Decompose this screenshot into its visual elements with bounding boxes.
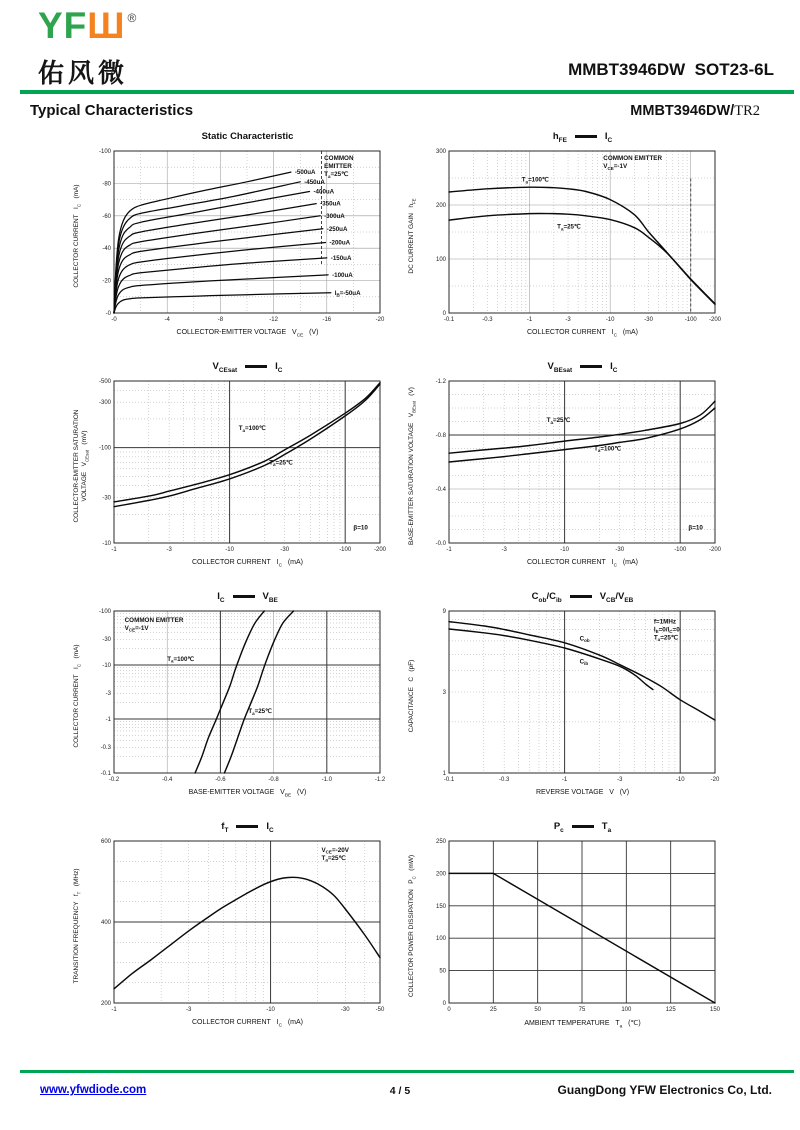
- svg-text:-0.3: -0.3: [100, 745, 111, 752]
- curve: [224, 611, 293, 773]
- svg-text:Cib: $C_{ib}$: [579, 658, 589, 666]
- svg-text:Ta=25℃: $T_a=25℃$: [269, 459, 293, 468]
- plot-area: [405, 603, 730, 793]
- svg-text:Ta=100℃: $T_a=100℃$: [238, 425, 266, 433]
- svg-text:f=1MHzIE=0/IC=0Ta=25℃: f=1MHz $I_E=0/I_C=0$ $T_a=25℃$: [653, 618, 680, 643]
- title-dash: [236, 825, 258, 828]
- charts-grid: [70, 130, 730, 1044]
- logo: [38, 5, 138, 90]
- svg-text:-1.2: -1.2: [374, 777, 386, 783]
- svg-text:-3: -3: [166, 547, 172, 553]
- svg-text:β=10: β=10: [688, 524, 703, 532]
- title-dash: [575, 135, 597, 138]
- svg-text:-0.2: -0.2: [108, 777, 120, 783]
- x-axis-label: COLLECTOR-EMITTER VOLTAGE $V_{CE}$ (V): [176, 329, 319, 339]
- y-axis-label: CAPACITANCE C (pF): [408, 659, 415, 733]
- svg-text:0: 0: [442, 1001, 446, 1007]
- svg-text:-10: -10: [102, 541, 111, 547]
- svg-text:-200: -200: [373, 547, 387, 553]
- svg-text:-1: -1: [105, 717, 111, 723]
- plot-area: [70, 373, 395, 563]
- svg-text:200: 200: [435, 871, 446, 878]
- x-axis-label: COLLECTOR CURRENT $I_C$ (mA): [526, 559, 639, 569]
- subheader: [0, 100, 800, 124]
- svg-text:-3: -3: [565, 317, 571, 323]
- logo-yfw: [38, 5, 138, 52]
- company-name: GuangDong YFW Electronics Co, Ltd.: [557, 1083, 772, 1097]
- svg-text:-350uA: -350uA: [320, 200, 341, 208]
- svg-text:-0.8: -0.8: [435, 433, 446, 439]
- title-dash: [245, 365, 267, 368]
- svg-text:Ta=25℃: $T_a=25℃$: [248, 708, 273, 716]
- svg-text:-100: -100: [339, 547, 352, 553]
- svg-text:-100: -100: [684, 317, 697, 323]
- svg-text:β=10: β=10: [353, 524, 368, 532]
- svg-text:-12: -12: [269, 317, 278, 323]
- svg-text:100: 100: [621, 1007, 632, 1013]
- svg-text:-10: -10: [225, 547, 234, 553]
- svg-text:-200: -200: [708, 317, 722, 323]
- chart-ic-vbe: [70, 590, 395, 814]
- svg-text:Ta=100℃: $T_a=100℃$: [167, 655, 195, 664]
- svg-text:-30: -30: [280, 547, 290, 553]
- chart-title: $I_C$ $V_{BE}$: [217, 591, 278, 604]
- svg-text:-100: -100: [98, 445, 111, 452]
- svg-text:-0.3: -0.3: [498, 777, 510, 783]
- svg-text:-0.0: -0.0: [435, 541, 446, 547]
- plot-area: [70, 143, 395, 333]
- curve: [114, 243, 326, 314]
- chart-vcesat-ic: [70, 360, 395, 584]
- plot-area: [70, 603, 395, 793]
- y-axis-label: COLLECTOR CURRENT $I_C$ (mA): [73, 184, 82, 288]
- svg-text:-30: -30: [340, 1007, 350, 1013]
- svg-text:-500uA: -500uA: [294, 169, 316, 177]
- svg-text:-50: -50: [375, 1007, 385, 1013]
- svg-text:-30: -30: [102, 495, 111, 502]
- footer: [0, 1082, 800, 1102]
- plot-area: [405, 833, 730, 1023]
- y-axis-label: TRANSITION FREQUENCY $f_T$ (MHz): [73, 868, 82, 984]
- x-axis-label: REVERSE VOLTAGE V (V): [535, 789, 630, 796]
- logo-chinese: 佑风微: [38, 58, 129, 88]
- svg-text:0: 0: [442, 311, 446, 317]
- part-title: MMBT3946DW SOT23-6L: [568, 60, 774, 79]
- svg-text:-30: -30: [644, 317, 653, 323]
- svg-text:-200: -200: [708, 547, 722, 553]
- svg-text:-500: -500: [98, 379, 111, 385]
- svg-text:75: 75: [578, 1007, 586, 1013]
- chart-vbesat-ic: [405, 360, 730, 584]
- curve: [114, 877, 380, 988]
- svg-text:-0.1: -0.1: [100, 771, 111, 777]
- svg-text:200: 200: [435, 203, 446, 209]
- svg-text:100: 100: [435, 257, 446, 263]
- svg-text:COMMONEMITTERTa=25℃: COMMON EMITTER $T_a=25℃$: [324, 155, 354, 179]
- logo-w-glyph: Ш: [87, 5, 126, 46]
- svg-text:-0: -0: [105, 311, 111, 317]
- svg-text:-100: -100: [674, 547, 687, 553]
- svg-text:-150uA: -150uA: [330, 254, 352, 262]
- chart-title: $h_{FE}$ $I_C$: [552, 131, 613, 144]
- svg-text:-16: -16: [322, 317, 332, 323]
- svg-text:-20: -20: [710, 777, 720, 783]
- svg-text:-100: -100: [98, 609, 111, 615]
- plot-svg: [405, 143, 730, 333]
- svg-text:-1: -1: [561, 777, 568, 783]
- svg-text:300: 300: [435, 149, 446, 155]
- svg-text:-200uA: -200uA: [329, 239, 351, 247]
- svg-text:-10: -10: [605, 317, 615, 323]
- plot-svg: [70, 833, 395, 1023]
- svg-text:125: 125: [665, 1007, 676, 1013]
- chart-title: $V_{BEsat}$ $I_C$: [547, 361, 618, 374]
- svg-text:-40: -40: [102, 246, 111, 253]
- svg-text:-0.1: -0.1: [443, 777, 455, 783]
- svg-text:-1.0: -1.0: [321, 777, 332, 783]
- curve: [449, 629, 653, 690]
- svg-text:-0.4: -0.4: [162, 777, 173, 783]
- svg-text:0: 0: [447, 1007, 451, 1013]
- x-axis-label: COLLECTOR CURRENT $I_C$ (mA): [191, 559, 304, 569]
- svg-text:COMMON EMITTERVCE=-1V: COMMON EMITTER $V_{CE}=-1V$: [603, 155, 663, 171]
- svg-text:-60: -60: [102, 213, 111, 220]
- svg-text:-80: -80: [102, 181, 111, 188]
- part-number: MMBT3946DW/: [630, 103, 735, 119]
- plot-area: [405, 143, 730, 333]
- svg-text:VCE=-20VTa=25℃: $V_{CE}=-20V$ $T_a=25℃$: [321, 846, 349, 863]
- plot-area: [405, 373, 730, 563]
- chart-hfe-ic: [405, 130, 730, 354]
- chart-title: Static Characteristic: [201, 131, 294, 142]
- part-suffix: TR2: [734, 103, 760, 119]
- svg-text:-4: -4: [164, 317, 170, 323]
- y-axis-label: DC CURRENT GAIN $h_{FE}$: [408, 198, 417, 274]
- svg-text:-0.1: -0.1: [443, 317, 455, 323]
- plot-area: [70, 833, 395, 1023]
- logo-yf-text: YF: [38, 5, 88, 46]
- svg-text:Ta=25℃: $T_a=25℃$: [557, 223, 581, 232]
- svg-text:200: 200: [100, 1001, 111, 1007]
- svg-text:-250uA: -250uA: [326, 225, 348, 233]
- svg-text:-20: -20: [375, 317, 385, 323]
- svg-text:Cob: $C_{ob}$: [579, 635, 590, 644]
- svg-text:400: 400: [100, 920, 111, 926]
- svg-text:-0.6: -0.6: [215, 777, 226, 783]
- chart-title: $V_{CEsat}$ $I_C$: [212, 361, 283, 374]
- chart-pc-ta: [405, 820, 730, 1044]
- svg-text:-30: -30: [615, 547, 625, 553]
- svg-text:-10: -10: [560, 547, 569, 553]
- svg-text:50: 50: [534, 1007, 542, 1013]
- header-rule: [20, 90, 794, 94]
- svg-text:-0: -0: [111, 317, 117, 323]
- y-axis-label: COLLECTOR CURRENT $I_C$ (mA): [73, 644, 82, 748]
- y-axis-label: COLLECTOR POWER DISSIPATION $P_C$ (mW): [408, 854, 417, 998]
- curve: [449, 213, 715, 303]
- svg-text:-10: -10: [266, 1007, 275, 1013]
- chart-cob-cib-voltage: [405, 590, 730, 814]
- svg-text:-8: -8: [217, 317, 224, 323]
- svg-text:-3: -3: [617, 777, 623, 783]
- chart-title: $P_c$ $T_a$: [553, 821, 612, 834]
- y-axis-label: BASE-EMITTER SATURATION VOLTAGE $V_{BEsat}$ (V): [408, 387, 417, 545]
- svg-text:-1: -1: [111, 1007, 117, 1013]
- chart-title: $C_{ob}/C_{ib}$ $V_{CB}/V_{EB}$: [531, 591, 634, 604]
- svg-text:25: 25: [489, 1007, 497, 1013]
- chart-ft-ic: [70, 820, 395, 1044]
- svg-text:COMMON EMITTERVCE=-1V: COMMON EMITTER $V_{CE}=-1V$: [124, 616, 184, 633]
- svg-text:-300uA: -300uA: [324, 212, 345, 220]
- x-axis-label: BASE-EMITTER VOLTAGE $V_{BE}$ (V): [188, 789, 307, 799]
- page-number: 4 / 5: [389, 1085, 411, 1097]
- y-axis-label: COLLECTOR-EMITTER SATURATION VOLTAGE $V_{CEsat}$ (mV): [73, 409, 90, 523]
- registered-mark-icon: ®: [127, 11, 138, 25]
- svg-text:100: 100: [435, 936, 446, 943]
- title-dash: [580, 365, 602, 368]
- plot-svg: [405, 373, 730, 563]
- curve: [114, 383, 380, 502]
- plot-svg: [405, 603, 730, 793]
- svg-text:Ta=100℃: $T_a=100℃$: [521, 176, 549, 185]
- plot-svg: [70, 373, 395, 563]
- svg-text:-10: -10: [675, 777, 685, 783]
- svg-text:3: 3: [442, 690, 446, 696]
- plot-svg: [70, 603, 395, 793]
- plot-svg: [70, 143, 395, 333]
- svg-text:50: 50: [439, 968, 446, 975]
- svg-text:-3: -3: [105, 691, 111, 698]
- svg-text:9: 9: [442, 609, 446, 615]
- svg-text:1: 1: [442, 771, 446, 777]
- svg-text:-3: -3: [186, 1007, 192, 1013]
- chart-static-characteristic: [70, 130, 395, 354]
- curve: [195, 611, 264, 773]
- svg-text:-100uA: -100uA: [332, 271, 353, 279]
- svg-text:150: 150: [435, 903, 446, 910]
- svg-text:Ta=100℃: $T_a=100℃$: [594, 445, 622, 454]
- x-axis-label: AMBIENT TEMPERATURE $T_a$ (℃): [524, 1020, 641, 1030]
- svg-text:-1.2: -1.2: [435, 379, 446, 385]
- curve: [114, 293, 331, 313]
- svg-text:-1: -1: [526, 317, 533, 323]
- svg-text:-0.8: -0.8: [268, 777, 279, 783]
- svg-text:-20: -20: [102, 278, 111, 285]
- svg-text:250: 250: [435, 839, 446, 845]
- svg-text:-3: -3: [501, 547, 507, 553]
- svg-text:-450uA: -450uA: [304, 178, 325, 186]
- plot-svg: [405, 833, 730, 1023]
- svg-text:-1: -1: [446, 547, 452, 553]
- svg-text:600: 600: [100, 839, 111, 845]
- x-axis-label: COLLECTOR CURRENT $I_C$ (mA): [526, 329, 639, 339]
- svg-text:Ta=25℃: $T_a=25℃$: [546, 417, 571, 425]
- title-dash: [570, 595, 592, 598]
- svg-text:-300: -300: [98, 400, 111, 407]
- svg-text:-0.4: -0.4: [435, 487, 446, 493]
- svg-text:-1: -1: [111, 547, 117, 553]
- svg-text:-100: -100: [98, 149, 111, 155]
- website-link[interactable]: www.yfwdiode.com: [40, 1084, 147, 1096]
- svg-text:-30: -30: [102, 637, 111, 644]
- svg-text:150: 150: [709, 1007, 721, 1013]
- title-dash: [572, 825, 594, 828]
- svg-text:-0.3: -0.3: [482, 317, 493, 323]
- footer-rule: [20, 1070, 794, 1073]
- svg-text:IB=-50uA: $I_B=-50uA$: [334, 289, 361, 298]
- page-title: Typical Characteristics: [30, 102, 194, 119]
- part-subtitle: [630, 103, 760, 120]
- title-dash: [233, 595, 255, 598]
- svg-text:-400uA: -400uA: [313, 188, 335, 196]
- x-axis-label: COLLECTOR CURRENT $I_C$ (mA): [191, 1019, 304, 1029]
- svg-text:-10: -10: [102, 663, 111, 669]
- chart-title: $f_T$ $I_C$: [221, 821, 274, 834]
